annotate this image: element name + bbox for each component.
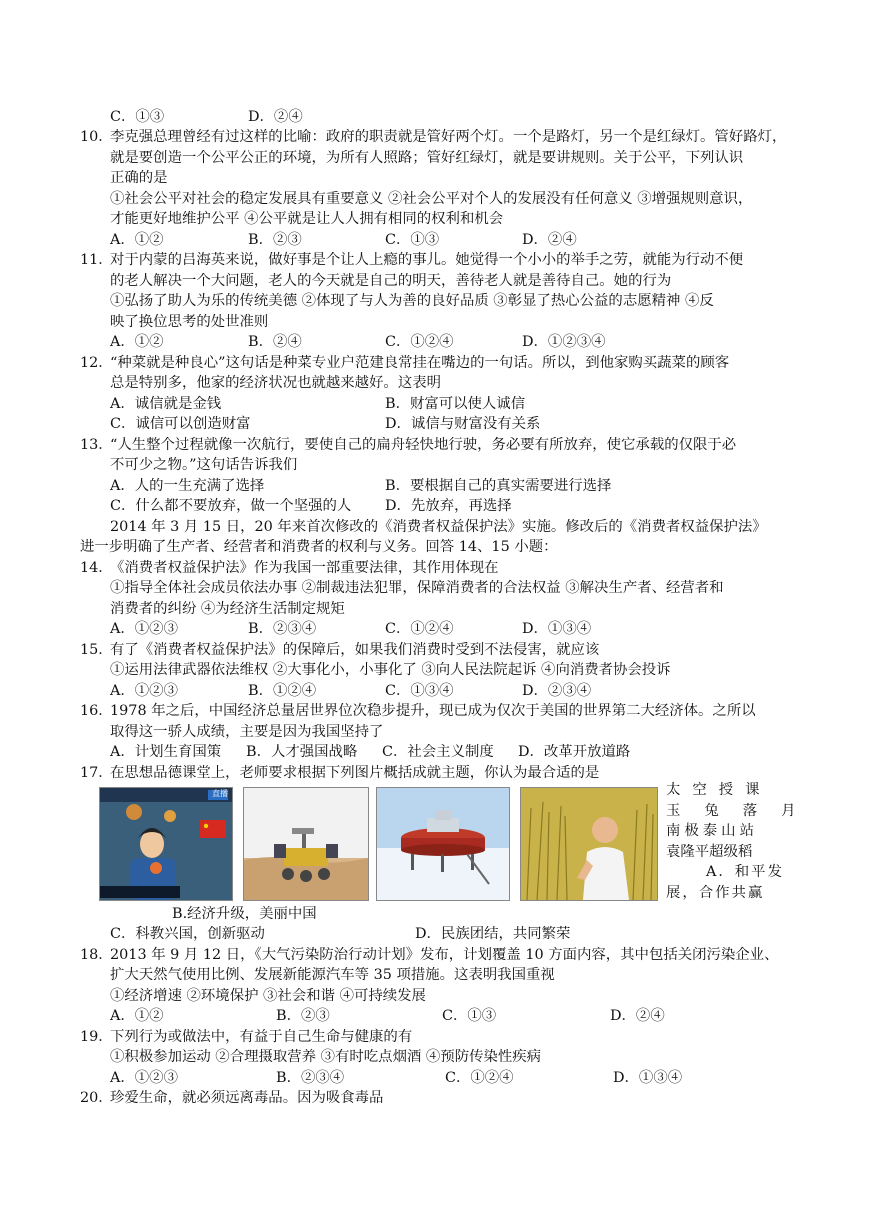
intro-line: 进一步明确了生产者、经营者和消费者的权利与义务。回答 14、15 小题： — [80, 539, 558, 555]
q20-number: 20． — [80, 1090, 113, 1106]
q16-line: 取得这一骄人成绩，主要是因为我国坚持了 — [110, 724, 384, 740]
caption-text: 南极泰山站 — [666, 823, 758, 839]
caption-super-rice — [666, 842, 790, 863]
q18-option-c: C．①③ — [442, 1008, 497, 1024]
q19-option-b: B．②③④ — [276, 1070, 345, 1086]
q13-option-c: C．什么都不要放弃，做一个坚强的人 — [110, 498, 352, 514]
q13-line: “人生整个过程就像一次航行，要使自己的扁舟轻快地行驶，务必要有所放弃，使它承载的仅限于必 — [110, 437, 737, 453]
q11-line: ①弘扬了助人为乐的传统美德 ②体现了与人为善的良好品质 ③彰显了热心公益的志愿精神 ④反 — [110, 293, 714, 309]
q14-line: 消费者的纠纷 ④为经济生活制定规矩 — [110, 601, 345, 617]
q19-option-c: C．①②④ — [445, 1070, 514, 1086]
q14-number: 14． — [80, 560, 113, 576]
live-badge: 直播 — [212, 789, 228, 798]
caption-text: 太空授课 — [666, 782, 772, 798]
q19-option-d: D．①③④ — [613, 1070, 683, 1086]
q12-option-d: D．诚信与财富没有关系 — [385, 416, 541, 432]
q18-option-a: A．①② — [110, 1008, 164, 1024]
q18-line: 2013 年 9 月 12 日，《大气污染防治行动计划》发布，计划覆盖 10 方面内容，其中包括关闭污染企业、 — [110, 947, 779, 963]
q9-option-c: C．①③ — [110, 109, 165, 125]
rover-illustration — [244, 788, 368, 900]
q19-option-a: A．①②③ — [110, 1070, 178, 1086]
q16-option-d: D．改革开放道路 — [518, 744, 631, 760]
q14-option-c: C．①②④ — [385, 621, 454, 637]
q17-option-c: C．科教兴国，创新驱动 — [110, 926, 265, 942]
q13-option-b: B．要根据自己的真实需要进行选择 — [385, 478, 612, 494]
q9-option-d: D．②④ — [248, 109, 303, 125]
q10-option-c: C．①③ — [385, 232, 440, 248]
space-lecture-photo — [99, 787, 233, 901]
q15-option-a: A．①②③ — [110, 683, 178, 699]
q11-option-c: C．①②④ — [385, 334, 454, 350]
caption-text: 玉兔落月 — [666, 802, 820, 819]
q16-option-a: A．计划生育国策 — [110, 744, 222, 760]
q11-line: 映了换位思考的处世准则 — [110, 314, 269, 330]
q13-line: 不可少之物。”这句话告诉我们 — [110, 457, 298, 473]
q18-line: ①经济增速 ②环境保护 ③社会和谐 ④可持续发展 — [110, 988, 426, 1004]
q10-number: 10． — [80, 129, 113, 145]
q10-option-b: B．②③ — [248, 232, 302, 248]
q18-number: 18． — [80, 947, 113, 963]
q10-line: ①社会公平对社会的稳定发展具有重要意义 ②社会公平对个人的发展没有任何意义 ③增强规则意识， — [110, 191, 753, 207]
rice-field-illustration — [521, 788, 657, 900]
q11-line: 对于内蒙的吕海英来说，做好事是个让人上瘾的事儿。她觉得一个小小的举手之劳，就能为行动不便 — [110, 252, 744, 268]
q17-option-b: B.经济升级，美丽中国 — [172, 906, 317, 922]
taishan-station-photo — [376, 787, 510, 901]
q17-number: 17． — [80, 765, 113, 781]
caption-jade-rabbit — [666, 801, 820, 822]
q14-line: ①指导全体社会成员依法办事 ②制裁违法犯罪，保障消费者的合法权益 ③解决生产者、经营者和 — [110, 580, 724, 596]
q14-option-d: D．①③④ — [522, 621, 592, 637]
q10-line: 才能更好地维护公平 ④公平就是让人人拥有相同的权利和机会 — [110, 211, 504, 227]
q13-option-d: D．先放弃，再选择 — [385, 498, 512, 514]
q16-line: 1978 年之后，中国经济总量居世界位次稳步提升，现已成为仅次于美国的世界第二大经济体。之所以 — [110, 703, 756, 719]
q13-number: 13． — [80, 437, 113, 453]
q15-option-d: D．②③④ — [522, 683, 592, 699]
space-lecture-illustration — [100, 788, 232, 900]
q12-option-b: B．财富可以使人诚信 — [385, 396, 526, 412]
q11-option-d: D．①②③④ — [522, 334, 606, 350]
q10-option-a: A．①② — [110, 232, 164, 248]
q17-line: 在思想品德课堂上，老师要求根据下列图片概括成就主题，你认为最合适的是 — [110, 765, 600, 781]
q12-line: “种菜就是种良心”这句话是种菜专业户范建良常挂在嘴边的一句话。所以，到他家购买蔬菜的顾客 — [110, 355, 730, 371]
q17-option-d: D．民族团结，共同繁荣 — [415, 926, 571, 942]
q15-number: 15． — [80, 642, 113, 658]
q18-line: 扩大天然气使用比例、发展新能源汽车等 35 项措施。这表明我国重视 — [110, 967, 555, 983]
q12-option-c: C．诚信可以创造财富 — [110, 416, 251, 432]
q20-line: 珍爱生命，就必须远离毒品。因为吸食毒品 — [110, 1090, 384, 1106]
q16-option-c: C．社会主义制度 — [382, 744, 494, 760]
q14-option-b: B．②③④ — [248, 621, 317, 637]
q18-option-d: D．②④ — [610, 1008, 665, 1024]
q12-line: 总是特别多，他家的经济状况也就越来越好。这表明 — [110, 375, 441, 391]
intro-line: 2014 年 3 月 15 日，20 年来首次修改的《消费者权益保护法》实施。修改后的《消费者权益保护法》 — [110, 519, 767, 535]
q10-line: 就是要创造一个公平公正的环境，为所有人照路；管好红绿灯，就是要讲规则。关于公平，下列认识 — [110, 150, 744, 166]
caption-space-lecture — [666, 780, 790, 801]
q11-option-b: B．②④ — [248, 334, 302, 350]
q17-option-a: A．和平发展，合作共赢 — [666, 864, 784, 901]
caption-taishan — [666, 821, 790, 842]
q16-option-b: B．人才强国战略 — [246, 744, 358, 760]
q10-option-d: D．②④ — [522, 232, 577, 248]
q15-line: 有了《消费者权益保护法》的保障后，如果我们消费时受到不法侵害，就应该 — [110, 642, 600, 658]
q12-number: 12． — [80, 355, 113, 371]
q14-line: 《消费者权益保护法》作为我国一部重要法律，其作用体现在 — [110, 560, 499, 576]
q18-option-b: B．②③ — [276, 1008, 330, 1024]
q13-option-a: A．人的一生充满了选择 — [110, 478, 265, 494]
jade-rabbit-photo — [243, 787, 369, 901]
q10-line: 正确的是 — [110, 170, 168, 186]
q10-line: 李克强总理曾经有过这样的比喻：政府的职责就是管好两个灯。一个是路灯，另一个是红绿灯。管好路灯， — [110, 129, 787, 145]
super-rice-photo — [520, 787, 658, 901]
q11-number: 11． — [80, 252, 113, 268]
q17-captions — [666, 780, 820, 862]
q15-option-b: B．①②④ — [248, 683, 317, 699]
q11-line: 的老人解决一个大问题，老人的今天就是自己的明天，善待老人就是善待自己。她的行为 — [110, 273, 672, 289]
q19-line: ①积极参加运动 ②合理摄取营养 ③有时吃点烟酒 ④预防传染性疾病 — [110, 1049, 542, 1065]
q15-option-c: C．①③④ — [385, 683, 454, 699]
q19-line: 下列行为或做法中，有益于自己生命与健康的有 — [110, 1029, 413, 1045]
caption-text: 袁隆平超级稻 — [666, 843, 753, 860]
q12-option-a: A．诚信就是金钱 — [110, 396, 222, 412]
q16-number: 16． — [80, 703, 113, 719]
q19-number: 19． — [80, 1029, 113, 1045]
q14-option-a: A．①②③ — [110, 621, 178, 637]
q11-option-a: A．①② — [110, 334, 164, 350]
station-illustration — [377, 788, 509, 900]
q15-line: ①运用法律武器依法维权 ②大事化小，小事化了 ③向人民法院起诉 ④向消费者协会投诉 — [110, 662, 671, 678]
